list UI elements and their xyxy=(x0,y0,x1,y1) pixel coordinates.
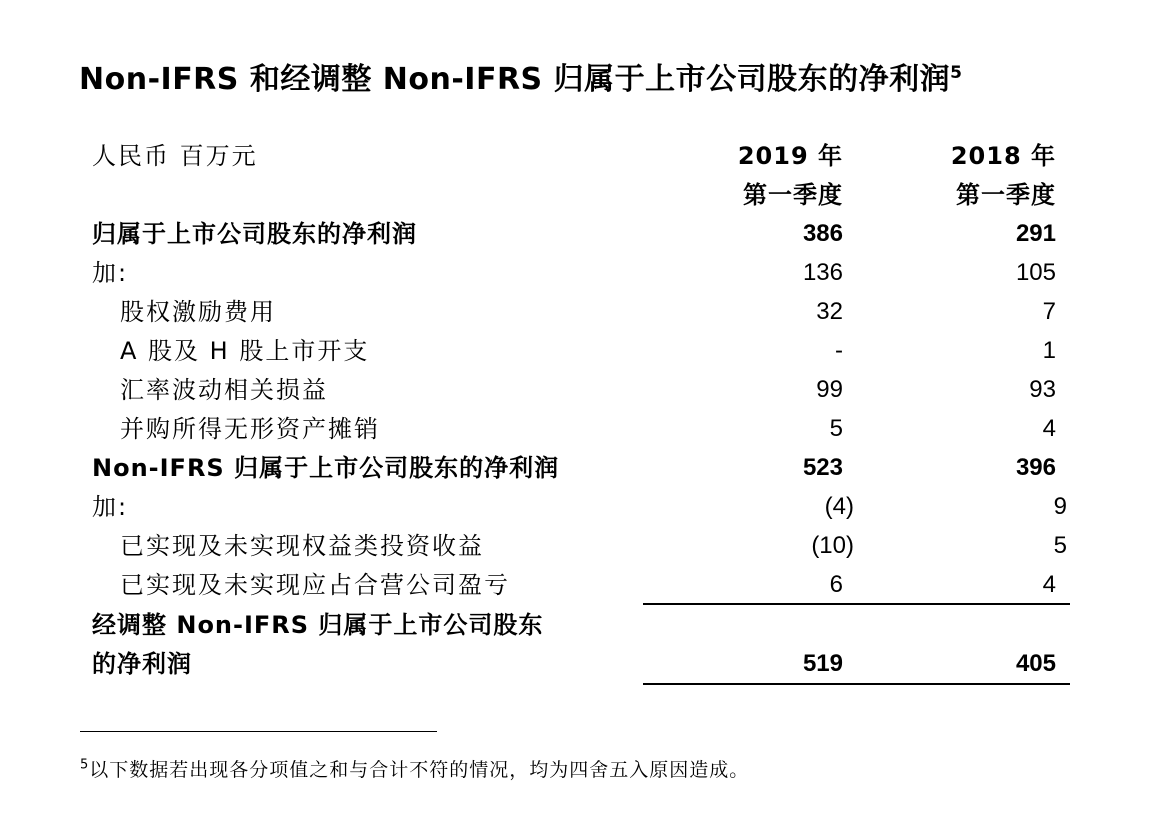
row-value-jv-share-pl-2019: 6 xyxy=(829,571,843,598)
row-value-share-compensation-2018: 7 xyxy=(1042,298,1056,325)
title-text: Non-IFRS 和经调整 Non-IFRS 归属于上市公司股东的净利润 xyxy=(79,62,951,97)
row-label-add-2: 加: xyxy=(92,493,129,521)
row-value-adjusted-net-profit-2018: 405 xyxy=(1015,650,1056,677)
row-value-net-profit-2018: 291 xyxy=(1015,220,1056,247)
row-label-adjusted-net-profit-line1: 经调整 Non-IFRS 归属于上市公司股东 xyxy=(92,611,544,639)
row-label-add-1: 加: xyxy=(92,259,129,287)
footnote-mark: 5 xyxy=(80,757,90,773)
row-value-non-ifrs-net-profit-2019: 523 xyxy=(802,454,843,481)
row-value-fx-gain-loss-2019: 99 xyxy=(816,376,843,403)
row-value-jv-share-pl-2018: 4 xyxy=(1042,571,1056,598)
column-header-year-2018: 2018 年 xyxy=(950,142,1056,170)
column-header-period-2019: 第一季度 xyxy=(743,181,843,209)
footnote-text: 以下数据若出现各分项值之和与合计不符的情况，均为四舍五入原因造成。 xyxy=(89,759,750,781)
total-rule xyxy=(643,683,1070,685)
row-value-equity-investment-gain-2018: 5 xyxy=(1053,532,1067,559)
row-label-non-ifrs-net-profit: Non-IFRS 归属于上市公司股东的净利润 xyxy=(92,454,560,482)
page-title xyxy=(79,54,962,98)
row-label-fx-gain-loss: 汇率波动相关损益 xyxy=(120,376,328,404)
row-value-add-2-2018: 9 xyxy=(1053,493,1067,520)
row-label-amortization: 并购所得无形资产摊销 xyxy=(120,415,380,443)
row-label-share-compensation: 股权激励费用 xyxy=(120,298,276,326)
row-label-adjusted-net-profit-line2: 的净利润 xyxy=(92,650,192,678)
row-label-listing-expense: A 股及 H 股上市开支 xyxy=(120,337,370,365)
unit-label: 人民币 百万元 xyxy=(92,142,258,170)
row-value-fx-gain-loss-2018: 93 xyxy=(1029,376,1056,403)
title-footnote-mark: 5 xyxy=(950,63,963,83)
row-value-amortization-2019: 5 xyxy=(829,415,843,442)
row-value-add-2-2019: (4) xyxy=(824,493,854,520)
row-value-net-profit-2019: 386 xyxy=(802,220,843,247)
row-value-listing-expense-2018: 1 xyxy=(1042,337,1056,364)
row-value-listing-expense-2019: - xyxy=(835,337,843,364)
footnote-separator xyxy=(80,731,437,732)
row-label-jv-share-pl: 已实现及未实现应占合营公司盈亏 xyxy=(120,571,510,599)
row-value-adjusted-net-profit-2019: 519 xyxy=(802,650,843,677)
column-header-year-2019: 2019 年 xyxy=(737,142,843,170)
row-value-add-1-2019: 136 xyxy=(802,259,843,286)
footnote xyxy=(80,755,749,782)
row-label-equity-investment-gain: 已实现及未实现权益类投资收益 xyxy=(120,532,484,560)
row-value-non-ifrs-net-profit-2018: 396 xyxy=(1015,454,1056,481)
row-value-equity-investment-gain-2019: (10) xyxy=(811,532,854,559)
row-value-share-compensation-2019: 32 xyxy=(816,298,843,325)
row-value-amortization-2018: 4 xyxy=(1042,415,1056,442)
subtotal-rule xyxy=(643,603,1070,605)
column-header-period-2018: 第一季度 xyxy=(956,181,1056,209)
row-label-net-profit: 归属于上市公司股东的净利润 xyxy=(92,220,417,248)
row-value-add-1-2018: 105 xyxy=(1015,259,1056,286)
